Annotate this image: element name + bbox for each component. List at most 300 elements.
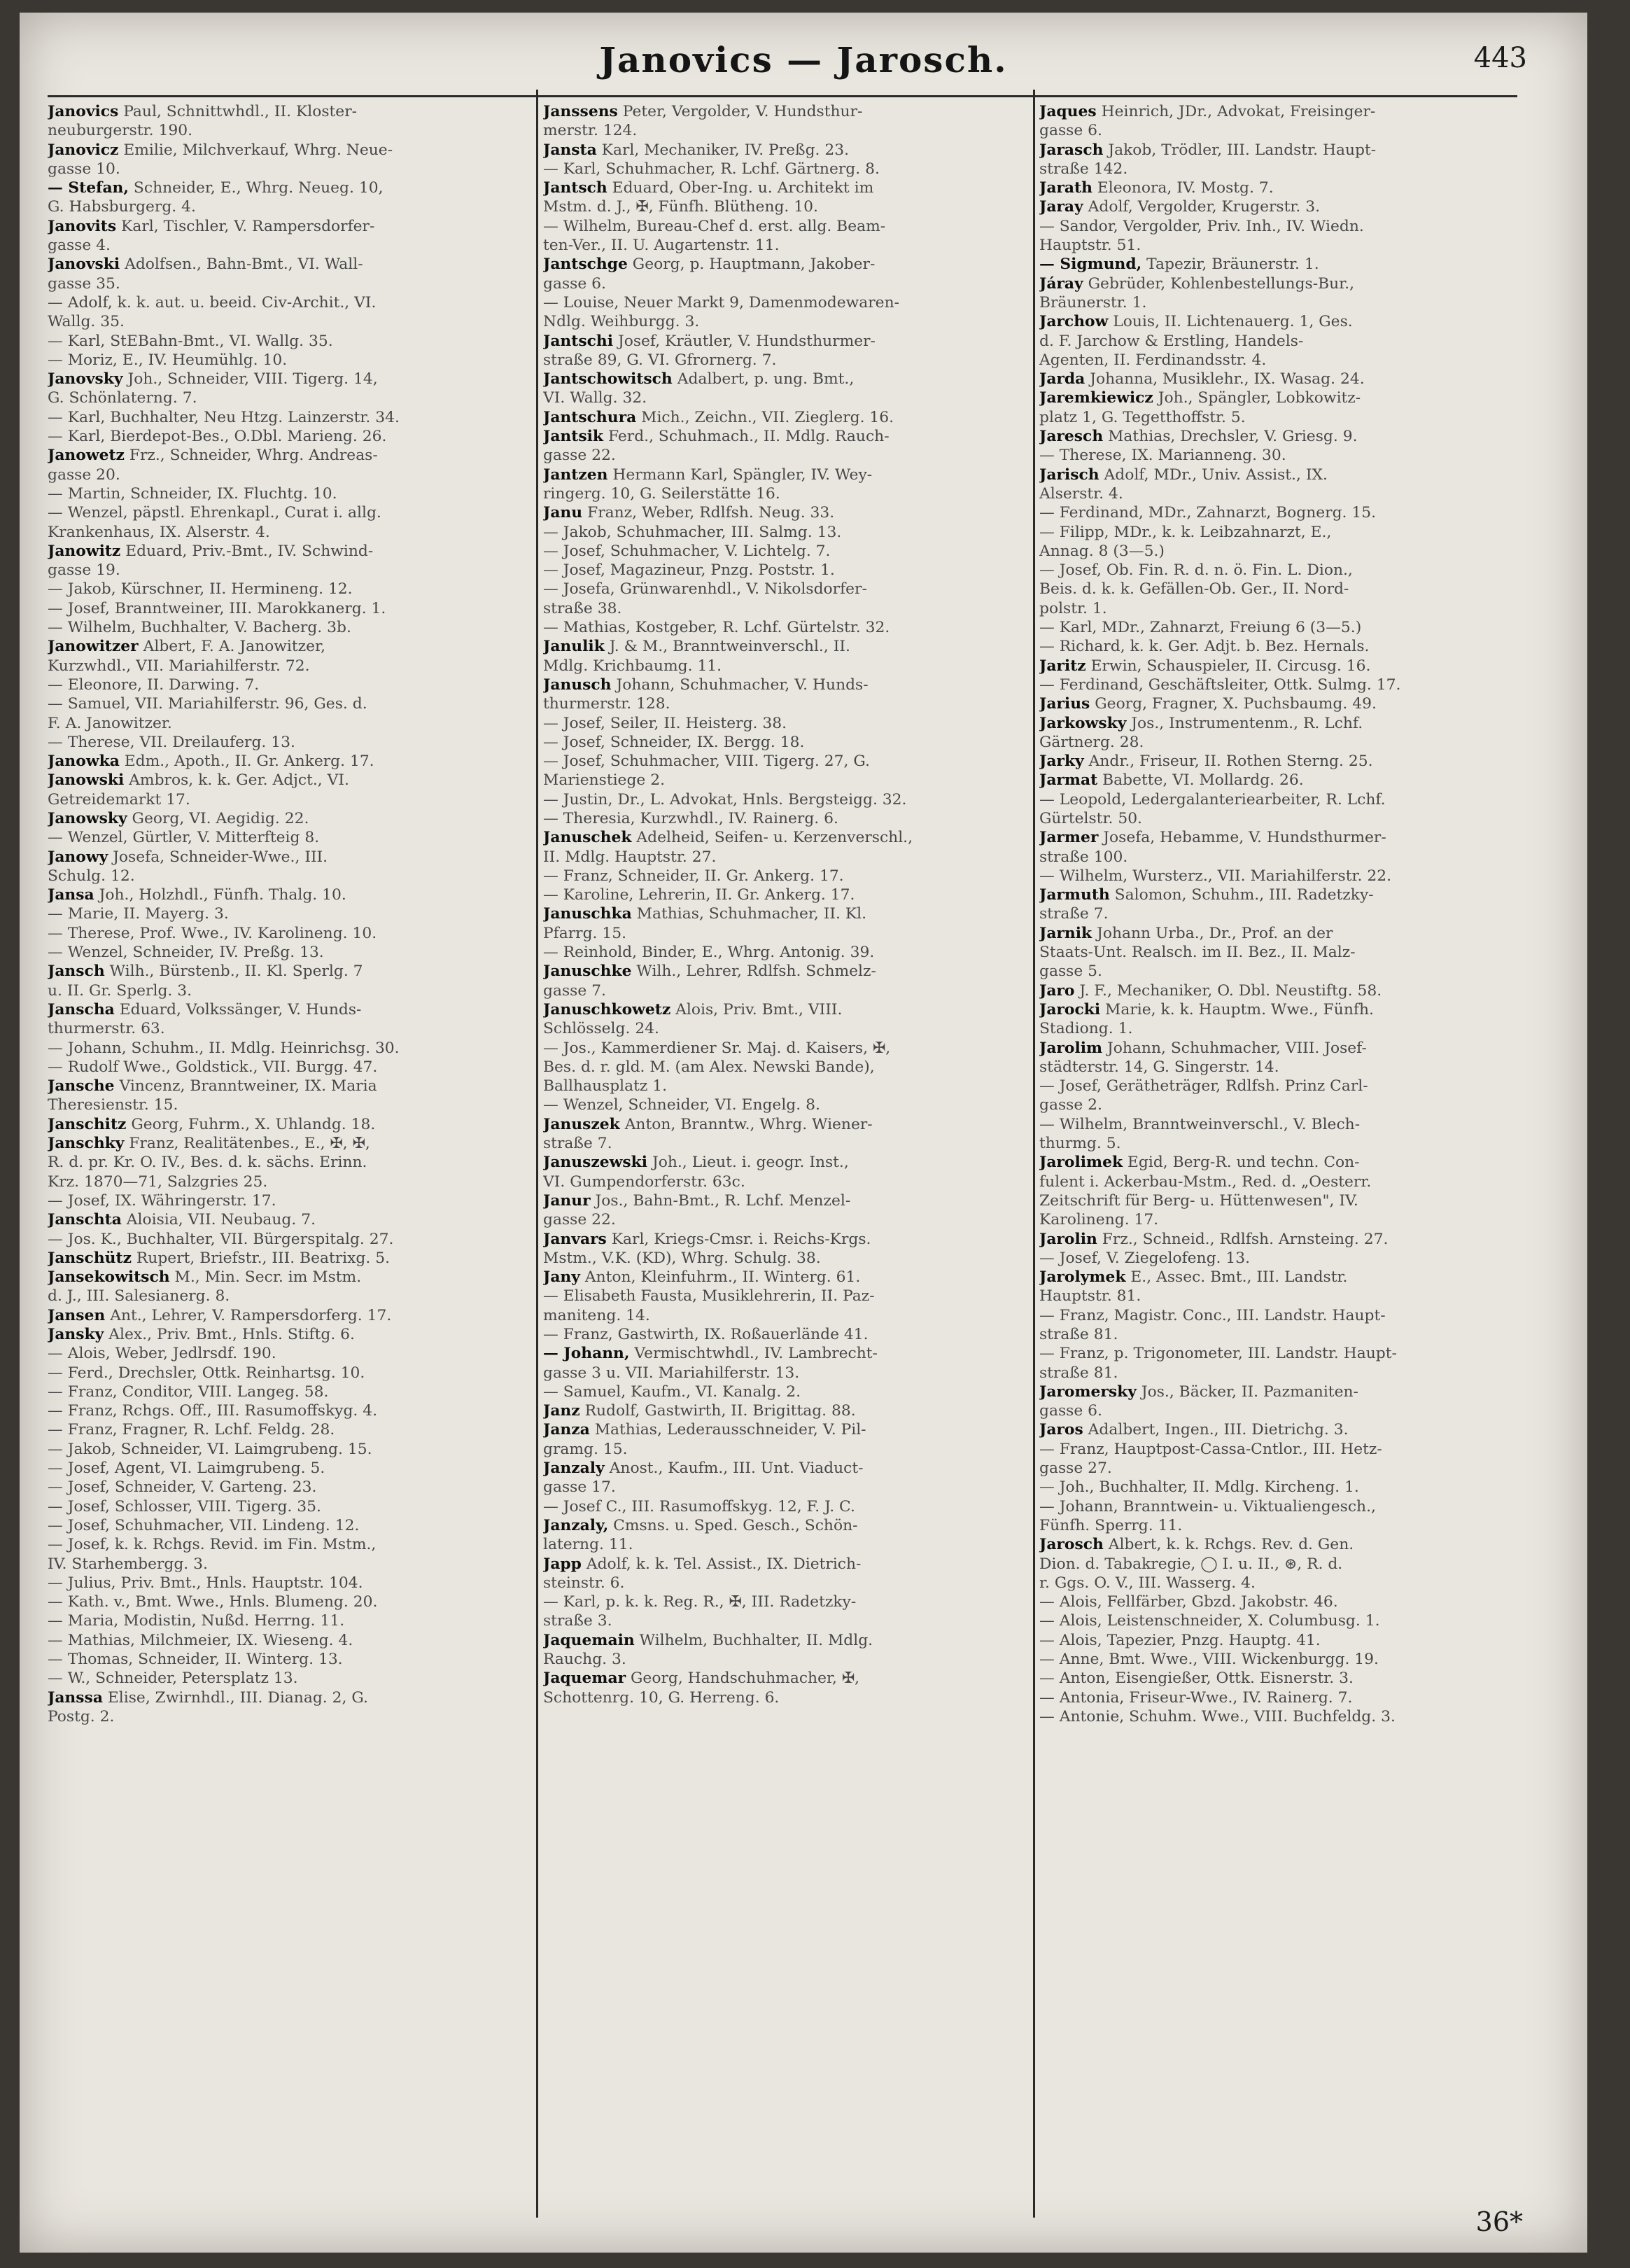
- entry-text: — Josef, Schneider, V. Garteng. 23.: [48, 1478, 317, 1497]
- entry-surname: Jansky: [48, 1326, 104, 1343]
- directory-line: [543, 1344, 1027, 1363]
- entry-text: R. d. pr. Kr. O. IV., Bes. d. k. sächs. Erinn.: [48, 1154, 367, 1172]
- entry-surname: Jansen: [48, 1306, 106, 1324]
- entry-text: G. Schönlaterng. 7.: [48, 389, 197, 407]
- entry-surname: — Sigmund,: [1039, 255, 1142, 274]
- directory-line: [1039, 1325, 1517, 1344]
- entry-text: Postg. 2.: [48, 1707, 115, 1726]
- entry-text: gasse 17.: [543, 1478, 616, 1497]
- directory-line: [48, 962, 531, 981]
- directory-line: [1039, 1516, 1517, 1535]
- entry-surname: Jaquemain: [543, 1631, 635, 1649]
- directory-line: [543, 1325, 1027, 1344]
- directory-line: [48, 1555, 531, 1574]
- entry-text: — Wenzel, Schneider, IV. Preßg. 13.: [48, 944, 324, 962]
- entry-text: Paul, Schnittwhdl., II. Kloster-: [118, 103, 357, 120]
- entry-surname: Jaritz: [1039, 657, 1086, 675]
- directory-line: [48, 1420, 531, 1439]
- entry-text: — Franz, Magistr. Conc., III. Landstr. Haupt-: [1039, 1306, 1386, 1324]
- directory-line: [1039, 141, 1517, 160]
- directory-line: [543, 904, 1027, 923]
- directory-line: [1039, 1000, 1517, 1019]
- directory-line: [1039, 484, 1517, 503]
- entry-text: Hermann Karl, Spängler, IV. Wey-: [607, 465, 873, 484]
- entry-text: — Ferdinand, Geschäftsleiter, Ottk. Sulmg. 17.: [1039, 676, 1401, 694]
- directory-line: [1039, 1039, 1517, 1058]
- directory-line: [543, 1382, 1027, 1401]
- directory-line: [543, 121, 1027, 140]
- directory-line: [48, 1344, 531, 1363]
- entry-text: Staats-Unt. Realsch. im II. Bez., II. Malz-: [1039, 944, 1356, 962]
- entry-text: Tapezir, Bräunerstr. 1.: [1141, 255, 1319, 274]
- entry-text: Ballhausplatz 1.: [543, 1077, 668, 1096]
- directory-line: [48, 1287, 531, 1306]
- directory-line: [543, 637, 1027, 656]
- entry-surname: Janovsky: [48, 370, 123, 388]
- directory-line: [1039, 1287, 1517, 1306]
- entry-text: — Therese, IX. Marianneng. 30.: [1039, 447, 1286, 465]
- entry-surname: Janschky: [48, 1135, 125, 1153]
- entry-surname: Janvars: [543, 1230, 607, 1248]
- directory-line: [48, 886, 531, 904]
- directory-line: [543, 752, 1027, 771]
- entry-text: Getreidemarkt 17.: [48, 790, 190, 808]
- directory-line: [48, 217, 531, 236]
- directory-line: [1039, 904, 1517, 923]
- entry-text: Andr., Friseur, II. Rothen Sterng. 25.: [1083, 752, 1373, 771]
- entry-text: II. Mdlg. Hauptstr. 27.: [543, 848, 717, 866]
- directory-line: [543, 848, 1027, 867]
- entry-text: Babette, VI. Mollardg. 26.: [1097, 771, 1304, 790]
- entry-surname: Janssens: [543, 103, 618, 120]
- entry-text: gasse 5.: [1039, 962, 1102, 981]
- entry-text: — Ferdinand, MDr., Zahnarzt, Bognerg. 15.: [1039, 504, 1377, 522]
- entry-text: Anton, Kleinfuhrm., II. Winterg. 61.: [579, 1268, 861, 1287]
- directory-line: [48, 1364, 531, 1382]
- directory-line: [1039, 197, 1517, 216]
- directory-line: [1039, 255, 1517, 274]
- entry-text: — W., Schneider, Petersplatz 13.: [48, 1670, 298, 1688]
- directory-line: [48, 1440, 531, 1459]
- directory-line: [48, 1000, 531, 1019]
- entry-text: Karl, Kriegs-Cmsr. i. Reichs-Krgs.: [606, 1230, 871, 1248]
- entry-text: Ferd., Schuhmach., II. Mdlg. Rauch-: [603, 428, 890, 446]
- directory-line: [48, 580, 531, 598]
- entry-surname: Jaremkiewicz: [1039, 389, 1153, 407]
- entry-text: Johanna, Musiklehr., IX. Wasag. 24.: [1085, 370, 1365, 388]
- entry-text: — Louise, Neuer Markt 9, Damenmodewaren-: [543, 293, 899, 312]
- entry-text: Anost., Kaufm., III. Unt. Viaduct-: [604, 1460, 864, 1478]
- directory-line: [48, 427, 531, 446]
- entry-surname: Janza: [543, 1421, 590, 1439]
- entry-text: gasse 35.: [48, 274, 120, 293]
- directory-line: [48, 1611, 531, 1630]
- entry-text: steinstr. 6.: [543, 1574, 625, 1592]
- entry-text: Hauptstr. 51.: [1039, 237, 1141, 255]
- entry-text: thurmg. 5.: [1039, 1135, 1121, 1153]
- entry-text: — Leopold, Ledergalanteriearbeiter, R. Lchf.: [1039, 790, 1386, 808]
- directory-line: [48, 446, 531, 465]
- directory-line: [543, 236, 1027, 255]
- entry-surname: Janur: [543, 1191, 591, 1210]
- directory-line: [543, 1420, 1027, 1439]
- entry-text: Johann, Schuhmacher, VIII. Josef-: [1102, 1039, 1367, 1057]
- entry-text: Georg, p. Hauptmann, Jakober-: [627, 255, 876, 274]
- directory-line: [1039, 293, 1517, 312]
- directory-line: [48, 1268, 531, 1287]
- entry-text: — Josef, Seiler, II. Heisterg. 38.: [543, 714, 787, 732]
- entry-text: Karl, Tischler, V. Rampersdorfer-: [116, 217, 375, 235]
- entry-text: Rauchg. 3.: [543, 1651, 626, 1669]
- entry-text: VI. Gumpendorferstr. 63c.: [543, 1172, 745, 1191]
- entry-surname: Jany: [543, 1268, 580, 1287]
- entry-text: straße 142.: [1039, 160, 1128, 178]
- entry-text: Franz, Weber, Rdlfsh. Neug. 33.: [582, 504, 835, 522]
- entry-text: gasse 27.: [1039, 1460, 1112, 1478]
- directory-line: [543, 503, 1027, 522]
- directory-line: [48, 351, 531, 370]
- entry-text: platz 1, G. Tegetthoffstr. 5.: [1039, 408, 1246, 426]
- entry-text: Mathias, Schuhmacher, II. Kl.: [631, 905, 867, 923]
- directory-line: [543, 332, 1027, 351]
- entry-text: straße 100.: [1039, 848, 1128, 866]
- entry-text: Pfarrg. 15.: [543, 924, 627, 942]
- entry-text: straße 89, G. VI. Gfrornerg. 7.: [543, 351, 777, 369]
- directory-line: [48, 408, 531, 427]
- directory-line: [48, 542, 531, 561]
- directory-line: [48, 771, 531, 790]
- entry-text: Mstm., V.K. (KD), Whrg. Schulg. 38.: [543, 1249, 821, 1267]
- directory-line: [543, 1230, 1027, 1249]
- directory-line: [48, 1077, 531, 1096]
- entry-text: Eleonora, IV. Mostg. 7.: [1092, 179, 1274, 197]
- directory-line: [48, 1210, 531, 1229]
- entry-text: d. J., III. Salesianerg. 8.: [48, 1287, 230, 1306]
- entry-text: Agenten, II. Ferdinandsstr. 4.: [1039, 351, 1267, 369]
- directory-line: [1039, 1535, 1517, 1554]
- entry-surname: Janscha: [48, 1000, 115, 1018]
- entry-text: Adalbert, p. ung. Bmt.,: [672, 370, 855, 388]
- entry-surname: Janssa: [48, 1688, 103, 1707]
- entry-surname: Janzaly: [543, 1460, 605, 1478]
- entry-text: Alois, Priv. Bmt., VIII.: [670, 1000, 843, 1018]
- directory-line: [543, 427, 1027, 446]
- entry-text: gasse 3 u. VII. Mariahilferstr. 13.: [543, 1364, 800, 1382]
- entry-text: Fünfh. Sperrg. 11.: [1039, 1516, 1183, 1534]
- directory-line: [1039, 943, 1517, 962]
- entry-surname: Januszek: [543, 1115, 620, 1133]
- entry-surname: Jantsch: [543, 179, 607, 197]
- entry-surname: Janulik: [543, 638, 605, 656]
- directory-line: [543, 771, 1027, 790]
- entry-surname: Jarnik: [1039, 924, 1092, 942]
- directory-line: [543, 1574, 1027, 1592]
- column-divider: [536, 90, 538, 2218]
- entry-text: Wilhelm, Buchhalter, II. Mdlg.: [634, 1631, 873, 1649]
- entry-text: — Kath. v., Bmt. Wwe., Hnls. Blumeng. 20.: [48, 1593, 378, 1611]
- directory-line: [48, 904, 531, 923]
- entry-surname: Janzaly,: [543, 1516, 609, 1534]
- entry-text: — Sandor, Vergolder, Priv. Inh., IV. Wiedn.: [1039, 217, 1364, 235]
- entry-text: Eduard, Priv.-Bmt., IV. Schwind-: [120, 542, 374, 560]
- directory-line: [48, 657, 531, 676]
- entry-text: — Franz, Gastwirth, IX. Roßauerlände 41.: [543, 1326, 869, 1343]
- entry-text: — Wilhelm, Bureau-Chef d. erst. allg. Beam-: [543, 217, 886, 235]
- entry-surname: Jansch: [48, 962, 105, 981]
- entry-surname: Jaray: [1039, 198, 1083, 216]
- entry-text: Wallg. 35.: [48, 313, 125, 331]
- entry-text: gasse 22.: [543, 447, 616, 465]
- entry-surname: Janowsky: [48, 809, 127, 827]
- entry-surname: Jaquemar: [543, 1670, 626, 1688]
- entry-surname: Jarchow: [1039, 313, 1109, 331]
- entry-text: — Marie, II. Mayerg. 3.: [48, 905, 229, 923]
- entry-text: — Josef C., III. Rasumoffskyg. 12, F. J. C.: [543, 1497, 855, 1516]
- directory-line: [1039, 1650, 1517, 1669]
- entry-surname: Jarmer: [1039, 829, 1099, 847]
- entry-text: Theresienstr. 15.: [48, 1096, 178, 1114]
- directory-line: [1039, 886, 1517, 904]
- directory-line: [1039, 828, 1517, 847]
- directory-line: [48, 1382, 531, 1401]
- directory-line: [543, 1478, 1027, 1497]
- entry-text: ringerg. 10, G. Seilerstätte 16.: [543, 484, 780, 503]
- directory-page: [20, 13, 1587, 2253]
- entry-text: — Wilhelm, Branntweinverschl., V. Blech-: [1039, 1115, 1361, 1133]
- entry-surname: Janowy: [48, 848, 108, 866]
- directory-line: [543, 1650, 1027, 1669]
- entry-text: — Moriz, E., IV. Heumühlg. 10.: [48, 351, 288, 369]
- entry-text: — Alois, Leistenschneider, X. Columbusg. 1.: [1039, 1612, 1380, 1630]
- entry-text: Krz. 1870—71, Salzgries 25.: [48, 1172, 268, 1191]
- entry-text: G. Habsburgerg. 4.: [48, 198, 196, 216]
- entry-text: — Josef, Agent, VI. Laimgrubeng. 5.: [48, 1460, 325, 1478]
- directory-line: [48, 332, 531, 351]
- directory-line: [1039, 1268, 1517, 1287]
- directory-line: [1039, 962, 1517, 981]
- entry-text: — Josef, Schneider, IX. Bergg. 18.: [543, 733, 805, 751]
- entry-text: Cmsns. u. Sped. Gesch., Schön-: [608, 1516, 858, 1534]
- entry-text: E., Assec. Bmt., III. Landstr.: [1125, 1268, 1348, 1287]
- entry-text: — Anne, Bmt. Wwe., VIII. Wickenburgg. 19.: [1039, 1651, 1379, 1669]
- directory-line: [1039, 657, 1517, 676]
- entry-text: gasse 20.: [48, 465, 120, 484]
- entry-text: u. II. Gr. Sperlg. 3.: [48, 981, 192, 1000]
- directory-line: [1039, 121, 1517, 140]
- entry-text: Jos., Instrumentenm., R. Lchf.: [1126, 714, 1363, 732]
- entry-surname: Jarolimek: [1039, 1154, 1123, 1172]
- entry-surname: Jantschowitsch: [543, 370, 673, 388]
- entry-text: Rudolf, Gastwirth, II. Brigittag. 88.: [579, 1402, 856, 1420]
- entry-text: Wilh., Bürstenb., II. Kl. Sperlg. 7: [104, 962, 363, 981]
- directory-line: [48, 1574, 531, 1592]
- entry-text: Josef, Kräutler, V. Hundsthurmer-: [613, 332, 876, 350]
- directory-line: [1039, 809, 1517, 828]
- entry-text: Aloisia, VII. Neubaug. 7.: [121, 1211, 316, 1229]
- entry-text: — Josef, IX. Währingerstr. 17.: [48, 1191, 276, 1210]
- entry-surname: Jansta: [543, 141, 597, 159]
- directory-line: [1039, 1115, 1517, 1134]
- directory-line: [1039, 580, 1517, 598]
- entry-text: Wilh., Lehrer, Rdlfsh. Schmelz-: [631, 962, 876, 981]
- entry-surname: Janovics: [48, 103, 119, 120]
- entry-text: — Samuel, VII. Mariahilferstr. 96, Ges. d.: [48, 695, 367, 713]
- entry-text: gasse 6.: [1039, 122, 1102, 140]
- directory-line: [543, 542, 1027, 561]
- entry-text: gasse 6.: [543, 274, 606, 293]
- directory-line: [48, 618, 531, 637]
- entry-text: gasse 22.: [543, 1211, 616, 1229]
- directory-line: [1039, 1172, 1517, 1191]
- directory-line: [543, 1287, 1027, 1306]
- entry-text: — Wenzel, Schneider, VI. Engelg. 8.: [543, 1096, 820, 1114]
- entry-text: — Elisabeth Fausta, Musiklehrerin, II. Paz-: [543, 1287, 875, 1306]
- directory-line: [543, 733, 1027, 752]
- directory-line: [48, 178, 531, 197]
- entry-text: Kurzwhdl., VII. Mariahilferstr. 72.: [48, 657, 310, 675]
- directory-line: [1039, 217, 1517, 236]
- directory-line: [1039, 388, 1517, 407]
- entry-text: Stadiong. 1.: [1039, 1020, 1133, 1038]
- entry-text: — Mathias, Milchmeier, IX. Wieseng. 4.: [48, 1631, 353, 1649]
- entry-surname: Jarius: [1039, 695, 1090, 713]
- directory-line: [1039, 1191, 1517, 1210]
- directory-line: [543, 293, 1027, 312]
- entry-text: — Jakob, Schuhmacher, III. Salmg. 13.: [543, 523, 842, 541]
- directory-line: [48, 1039, 531, 1058]
- entry-text: Jos., Bäcker, II. Pazmaniten-: [1136, 1382, 1358, 1401]
- entry-text: Mathias, Drechsler, V. Griesg. 9.: [1103, 428, 1358, 446]
- entry-surname: Janz: [543, 1402, 580, 1420]
- entry-text: — Josef, Branntweiner, III. Marokkanerg. 1.: [48, 599, 386, 617]
- entry-surname: — Johann,: [543, 1345, 630, 1363]
- directory-line: [48, 1134, 531, 1153]
- directory-line: [1039, 1592, 1517, 1611]
- directory-line: [1039, 503, 1517, 522]
- entry-surname: Jaros: [1039, 1421, 1083, 1439]
- entry-text: — Josef, k. k. Rchgs. Revid. im Fin. Mstm.,: [48, 1536, 377, 1554]
- entry-text: gasse 6.: [1039, 1402, 1102, 1420]
- entry-surname: Januszewski: [543, 1154, 648, 1172]
- directory-line: [543, 561, 1027, 580]
- entry-text: Mdlg. Krichbaumg. 11.: [543, 657, 722, 675]
- entry-surname: Janowka: [48, 752, 120, 771]
- entry-surname: Jarasch: [1039, 141, 1104, 159]
- entry-surname: Járay: [1039, 274, 1083, 293]
- entry-text: Beis. d. k. k. Gefällen-Ob. Ger., II. Nord-: [1039, 580, 1349, 598]
- directory-line: [543, 351, 1027, 370]
- entry-text: maniteng. 14.: [543, 1306, 650, 1324]
- entry-text: — Adolf, k. k. aut. u. beeid. Civ-Archit., VI.: [48, 293, 377, 312]
- directory-line: [543, 962, 1027, 981]
- column-1: [48, 102, 531, 2209]
- directory-line: [1039, 1669, 1517, 1688]
- directory-line: [543, 828, 1027, 847]
- directory-line: [543, 1172, 1027, 1191]
- entry-surname: Januschek: [543, 829, 632, 847]
- entry-surname: Janschütz: [48, 1249, 132, 1267]
- entry-text: — Mathias, Kostgeber, R. Lchf. Gürtelstr. 32.: [543, 619, 890, 637]
- directory-line: [1039, 1077, 1517, 1096]
- entry-text: Georg, Fragner, X. Puchsbaumg. 49.: [1090, 695, 1377, 713]
- entry-text: Georg, Fuhrm., X. Uhlandg. 18.: [126, 1115, 376, 1133]
- directory-line: [1039, 178, 1517, 197]
- entry-surname: Jarolymek: [1039, 1268, 1126, 1287]
- entry-text: Joh., Lieut. i. geogr. Inst.,: [647, 1154, 849, 1172]
- entry-surname: Janschta: [48, 1211, 122, 1229]
- entry-text: — Franz, Conditor, VIII. Langeg. 58.: [48, 1382, 329, 1401]
- directory-line: [48, 1115, 531, 1134]
- directory-line: [1039, 1096, 1517, 1114]
- directory-line: [1039, 332, 1517, 351]
- entry-text: — Samuel, Kaufm., VI. Kanalg. 2.: [543, 1382, 801, 1401]
- directory-line: [48, 1172, 531, 1191]
- entry-text: — Theresia, Kurzwhdl., IV. Rainerg. 6.: [543, 809, 838, 827]
- entry-text: Salomon, Schuhm., III. Radetzky-: [1109, 886, 1374, 904]
- entry-text: — Josef, Ob. Fin. R. d. n. ö. Fin. L. Dion.,: [1039, 561, 1353, 580]
- entry-text: Adelheid, Seifen- u. Kerzenverschl.,: [631, 829, 913, 847]
- entry-text: — Josef, Magazineur, Pnzg. Poststr. 1.: [543, 561, 835, 580]
- entry-text: Georg, Handschuhmacher, ✠,: [626, 1670, 860, 1688]
- directory-line: [543, 1191, 1027, 1210]
- entry-text: — Josef, Schuhmacher, V. Lichtelg. 7.: [543, 542, 831, 560]
- entry-text: Adolfsen., Bahn-Bmt., VI. Wall-: [120, 255, 363, 274]
- entry-text: — Karl, Schuhmacher, R. Lchf. Gärtnerg. 8.: [543, 160, 880, 178]
- entry-text: thurmerstr. 128.: [543, 695, 670, 713]
- directory-line: [543, 694, 1027, 713]
- directory-line: [1039, 102, 1517, 121]
- directory-line: [543, 1401, 1027, 1420]
- directory-line: [543, 1210, 1027, 1229]
- entry-surname: Jarolim: [1039, 1039, 1103, 1057]
- entry-text: Franz, Realitätenbes., E., ✠, ✠,: [124, 1135, 370, 1153]
- directory-line: [48, 733, 531, 752]
- entry-text: — Eleonore, II. Darwing. 7.: [48, 676, 260, 694]
- entry-text: — Josef, V. Ziegelofeng. 13.: [1039, 1249, 1251, 1267]
- entry-surname: Janowetz: [48, 447, 125, 465]
- entry-text: Hauptstr. 81.: [1039, 1287, 1141, 1306]
- entry-surname: Jantsik: [543, 428, 604, 446]
- directory-line: [1039, 1574, 1517, 1592]
- directory-line: [48, 255, 531, 274]
- directory-line: [543, 178, 1027, 197]
- directory-line: [1039, 465, 1517, 484]
- directory-line: [543, 465, 1027, 484]
- page-header: [20, 39, 1587, 95]
- entry-text: Ant., Lehrer, V. Rampersdorferg. 17.: [105, 1306, 392, 1324]
- entry-text: — Josef, Gerätheträger, Rdlfsh. Prinz Carl-: [1039, 1077, 1368, 1096]
- entry-text: — Josef, Schlosser, VIII. Tigerg. 35.: [48, 1497, 321, 1516]
- entry-text: Frz., Schneider, Whrg. Andreas-: [124, 447, 378, 465]
- entry-surname: Jarmuth: [1039, 886, 1110, 904]
- entry-text: VI. Wallg. 32.: [543, 389, 647, 407]
- entry-text: — Justin, Dr., L. Advokat, Hnls. Bergsteigg. 32.: [543, 790, 907, 808]
- entry-text: Emilie, Milchverkauf, Whrg. Neue-: [118, 141, 393, 159]
- entry-text: Adalbert, Ingen., III. Dietrichg. 3.: [1083, 1421, 1349, 1439]
- entry-surname: Japp: [543, 1555, 582, 1573]
- entry-text: Edm., Apoth., II. Gr. Ankerg. 17.: [119, 752, 374, 771]
- directory-line: [48, 1631, 531, 1650]
- directory-line: [1039, 848, 1517, 867]
- entry-text: Ambros, k. k. Ger. Adjct., VI.: [124, 771, 349, 790]
- entry-text: Louis, II. Lichtenauerg. 1, Ges.: [1108, 313, 1353, 331]
- directory-line: [543, 867, 1027, 886]
- entry-surname: Januschke: [543, 962, 632, 981]
- entry-surname: Jaromersky: [1039, 1382, 1137, 1401]
- entry-text: — Jakob, Kürschner, II. Hermineng. 12.: [48, 580, 353, 598]
- entry-text: gasse 10.: [48, 160, 120, 178]
- directory-line: [1039, 1478, 1517, 1497]
